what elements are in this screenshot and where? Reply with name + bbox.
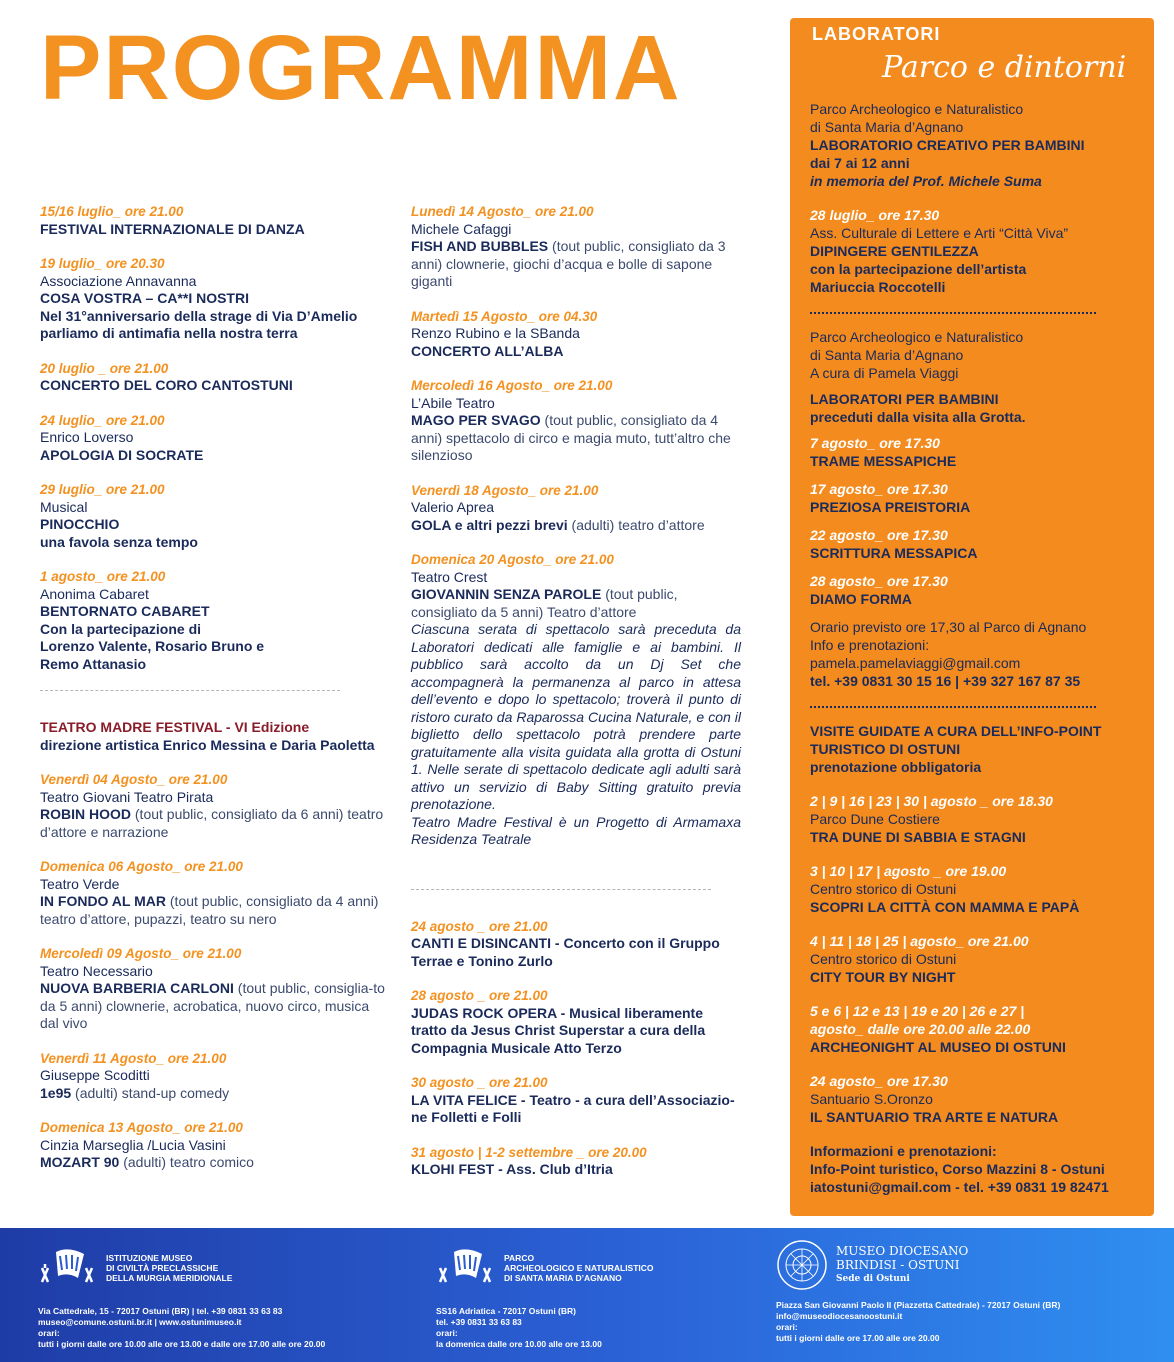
venue-line: Parco Archeologico e Naturalistico bbox=[810, 329, 1024, 345]
event-description bbox=[411, 586, 741, 621]
event-date: 22 agosto_ ore 17.30 bbox=[810, 527, 948, 543]
diocesano-name: BRINDISI - OSTUNI bbox=[836, 1258, 960, 1272]
info-phone: tel. +39 0831 30 15 16 | +39 327 167 87 35 bbox=[810, 673, 1081, 689]
event-description bbox=[411, 1092, 741, 1127]
event-date: 28 luglio_ ore 17.30 bbox=[810, 207, 940, 223]
program-event bbox=[411, 1074, 741, 1127]
visits-title: TURISTICO DI OSTUNI bbox=[810, 741, 961, 757]
laboratori-title: LABORATORI bbox=[812, 24, 941, 44]
program-event bbox=[411, 203, 741, 291]
event-detail: Mariuccia Roccotelli bbox=[810, 279, 946, 295]
contact-line: Informazioni e prenotazioni: bbox=[810, 1143, 997, 1159]
event-performer: Associazione Annavanna bbox=[40, 272, 197, 289]
event-date: 2 | 9 | 16 | 23 | 30 | agosto _ ore 18.30 bbox=[810, 793, 1053, 809]
visits-heading bbox=[810, 722, 1140, 776]
event-title: Remo Attanasio bbox=[40, 655, 147, 672]
event-title: FESTIVAL INTERNAZIONALE DI DANZA bbox=[40, 220, 305, 237]
program-event bbox=[40, 771, 390, 841]
event-date: 30 agosto _ ore 21.00 bbox=[411, 1075, 548, 1090]
event-title: 1e95 bbox=[40, 1084, 72, 1101]
parco-name: DI SANTA MARIA D’AGNANO bbox=[504, 1273, 622, 1283]
footer bbox=[0, 1228, 1174, 1362]
event-description bbox=[40, 1085, 390, 1103]
event-description bbox=[40, 893, 390, 928]
program-event bbox=[40, 412, 390, 465]
diocesano-name: MUSEO DIOCESANO bbox=[836, 1244, 969, 1258]
event-detail: - Musical liberamente tratto da Jesus Christ Superstar a cura della Compagnia Musicale Atto Terzo bbox=[411, 1004, 706, 1056]
divider bbox=[411, 889, 711, 890]
event-date: Lunedì 14 Agosto_ ore 21.00 bbox=[411, 204, 594, 219]
program-event bbox=[40, 568, 390, 673]
event-title: SCRITTURA MESSAPICA bbox=[810, 545, 978, 561]
lab-name: LABORATORI PER BAMBINI bbox=[810, 391, 999, 407]
event-description bbox=[40, 980, 390, 1033]
event-description bbox=[411, 412, 741, 465]
event-date: 3 | 10 | 17 | agosto _ ore 19.00 bbox=[810, 863, 1007, 879]
event-description bbox=[411, 517, 741, 535]
parco-name: PARCO bbox=[504, 1253, 535, 1263]
program-event bbox=[411, 308, 741, 361]
lab-date-item bbox=[810, 572, 1140, 608]
event-title: CONCERTO DEL CORO CANTOSTUNI bbox=[40, 377, 293, 393]
event-title: FISH AND BUBBLES bbox=[411, 238, 549, 254]
museo-address: Via Cattedrale, 15 - 72017 Ostuni (BR) | tel. +39 0831 33 63 83 bbox=[38, 1306, 283, 1316]
laboratori-subtitle: Parco e dintorni bbox=[882, 50, 1127, 85]
event-date: 28 agosto _ ore 21.00 bbox=[411, 988, 548, 1003]
venue-line: A cura di Pamela Viaggi bbox=[810, 365, 959, 381]
event-date: 24 agosto_ ore 17.30 bbox=[810, 1073, 948, 1089]
event-date: Domenica 20 Agosto_ ore 21.00 bbox=[411, 552, 614, 567]
divider bbox=[810, 706, 1096, 708]
program-event bbox=[411, 482, 741, 535]
event-performer: Teatro Crest bbox=[411, 568, 488, 585]
visit-item bbox=[810, 932, 1140, 986]
event-title: IN FONDO AL MAR bbox=[40, 893, 166, 909]
event-title: SCOPRI LA CITTÀ CON MAMMA E PAPÀ bbox=[810, 899, 1080, 915]
lab-detail: preceduti dalla visita alla Grotta. bbox=[810, 409, 1026, 425]
event-title: ARCHEONIGHT AL MUSEO DI OSTUNI bbox=[810, 1039, 1066, 1055]
event-title: Nel 31°anniversario della strage di Via D’Amelio parliamo di antimafia nella nostra terra bbox=[40, 307, 358, 341]
event-title: JUDAS ROCK OPERA bbox=[411, 1004, 557, 1021]
event-date: Venerdì 04 Agosto_ ore 21.00 bbox=[40, 772, 228, 787]
event-performer: Enrico Loverso bbox=[40, 429, 134, 445]
museo-name: DI CIVILTÀ PRECLASSICHE bbox=[106, 1263, 219, 1273]
laboratori-content bbox=[810, 100, 1140, 1196]
event-organizer: Ass. Culturale di Lettere e Arti “Città Viva” bbox=[810, 225, 1069, 241]
program-event bbox=[40, 360, 390, 395]
event-title: LA VITA FELICE bbox=[411, 1091, 518, 1108]
event-title: GOLA e altri pezzi brevi bbox=[411, 516, 568, 533]
event-performer: L’Abile Teatro bbox=[411, 394, 495, 411]
event-title: TRAME MESSAPICHE bbox=[810, 453, 957, 469]
program-event bbox=[40, 1119, 390, 1172]
event-place: Centro storico di Ostuni bbox=[810, 881, 957, 897]
event-detail: (tout public, consigliato da 5 anni) Teatro d’attore bbox=[411, 586, 678, 620]
event-date: Venerdì 11 Agosto_ ore 21.00 bbox=[40, 1050, 227, 1066]
museo-hours: tutti i giorni dalle ore 10.00 alle ore 13.00 e dalle ore 17.00 alle ore 20.00 bbox=[38, 1339, 326, 1349]
lab-info bbox=[810, 618, 1140, 690]
event-place: Parco Dune Costiere bbox=[810, 811, 940, 827]
event-title: IL SANTUARIO TRA ARTE E NATURA bbox=[810, 1109, 1059, 1125]
event-date: 20 luglio _ ore 21.00 bbox=[40, 360, 169, 376]
event-title: DIAMO FORMA bbox=[810, 591, 912, 607]
info-line: Info e prenotazioni: bbox=[810, 637, 930, 653]
event-title: CONCERTO ALL’ALBA bbox=[411, 342, 564, 359]
venue-line: di Santa Maria d’Agnano bbox=[810, 119, 964, 135]
footer-museo bbox=[38, 1246, 325, 1350]
diocesano-address: Piazza San Giovanni Paolo II (Piazzetta Cattedrale) - 72017 Ostuni (BR) bbox=[776, 1300, 1061, 1310]
lab-dedication: in memoria del Prof. Michele Suma bbox=[810, 173, 1042, 189]
visits-note: prenotazione obbligatoria bbox=[810, 759, 982, 775]
event-date: agosto_ dalle ore 20.00 alle 22.00 bbox=[810, 1021, 1031, 1037]
program-event bbox=[411, 987, 741, 1057]
page-title: PROGRAMMA bbox=[40, 17, 682, 119]
venue-line: di Santa Maria d’Agnano bbox=[810, 347, 964, 363]
festival-title: TEATRO MADRE FESTIVAL - VI Edizione bbox=[40, 719, 310, 735]
program-event bbox=[40, 481, 390, 551]
event-description bbox=[40, 806, 390, 841]
lab-section-2-title bbox=[810, 390, 1140, 426]
event-detail: - Concerto con il Gruppo Terrae e Tonino Zurlo bbox=[411, 935, 720, 969]
museo-name: ISTITUZIONE MUSEO bbox=[106, 1253, 193, 1263]
program-event bbox=[40, 1050, 390, 1103]
event-date: 24 luglio_ ore 21.00 bbox=[40, 412, 165, 428]
event-detail: (tout public, consigliato da 4 anni) teatro d’attore, pupazzi, teatro su nero bbox=[40, 893, 379, 927]
archeonight bbox=[810, 1002, 1140, 1056]
santuario-event bbox=[810, 1072, 1140, 1126]
event-performer: Teatro Necessario bbox=[40, 962, 153, 979]
contact-info bbox=[810, 1142, 1140, 1196]
info-line: Orario previsto ore 17,30 al Parco di Agnano bbox=[810, 619, 1087, 635]
event-title: MOZART 90 bbox=[40, 1154, 120, 1170]
program-event bbox=[40, 255, 390, 343]
event-title: DIPINGERE GENTILEZZA bbox=[810, 243, 979, 259]
divider bbox=[40, 690, 340, 691]
event-performer: Musical bbox=[40, 498, 88, 515]
event-date: 19 luglio_ ore 20.30 bbox=[40, 256, 165, 271]
event-detail: (adulti) teatro comico bbox=[119, 1154, 254, 1170]
event-performer: Renzo Rubino e la SBanda bbox=[411, 325, 580, 341]
footer-parco bbox=[436, 1246, 654, 1350]
event-date: 15/16 luglio_ ore 21.00 bbox=[40, 204, 184, 219]
event-title: BENTORNATO CABARET bbox=[40, 603, 210, 619]
festival-note-producer: Teatro Madre Festival è un Progetto di Armamaxa Residenza Teatrale bbox=[411, 813, 741, 847]
lab-section-2 bbox=[810, 328, 1140, 382]
lab-age: dai 7 ai 12 anni bbox=[810, 155, 910, 171]
event-detail: (adulti) stand-up comedy bbox=[71, 1084, 230, 1101]
event-title: COSA VOSTRA – CA**I NOSTRI bbox=[40, 290, 249, 306]
event-date: Domenica 13 Agosto_ ore 21.00 bbox=[40, 1120, 243, 1135]
event-title: TRA DUNE DI SABBIA E STAGNI bbox=[810, 829, 1026, 845]
event-detail: (tout public, consigliato da 6 anni) teatro d’attore e narrazione bbox=[40, 806, 384, 840]
lab-name: LABORATORIO CREATIVO PER BAMBINI bbox=[810, 137, 1085, 153]
visits-title: VISITE GUIDATE A CURA DELL’INFO-POINT bbox=[810, 723, 1102, 739]
event-date: 17 agosto_ ore 17.30 bbox=[810, 481, 948, 497]
event-title: KLOHI FEST bbox=[411, 1161, 495, 1177]
event-place: Centro storico di Ostuni bbox=[810, 951, 957, 967]
museo-logo-icon bbox=[38, 1248, 98, 1288]
event-date: Martedì 15 Agosto_ ore 04.30 bbox=[411, 308, 598, 324]
event-detail: con la partecipazione dell’artista bbox=[810, 261, 1027, 277]
program-event bbox=[40, 945, 390, 1033]
event-title: PREZIOSA PREISTORIA bbox=[810, 499, 971, 515]
parco-address: SS16 Adriatica - 72017 Ostuni (BR) bbox=[436, 1306, 576, 1316]
event-performer: Michele Cafaggi bbox=[411, 220, 512, 237]
parco-logo bbox=[436, 1246, 654, 1290]
laboratori-panel bbox=[790, 18, 1154, 1216]
event-performer: Cinzia Marseglia /Lucia Vasini bbox=[40, 1136, 226, 1153]
diocesano-email: info@museodiocesanoostuni.it bbox=[776, 1311, 903, 1321]
parco-phone: tel. +39 0831 33 63 83 bbox=[436, 1317, 522, 1327]
event-description bbox=[411, 935, 741, 970]
event-title: una favola senza tempo bbox=[40, 533, 198, 550]
event-detail: (tout public, consiglia-to da 5 anni) clownerie, acrobatica, nuovo circo, musica dal vivo bbox=[40, 980, 385, 1031]
event-date: Mercoledì 09 Agosto_ ore 21.00 bbox=[40, 946, 242, 961]
parco-name: ARCHEOLOGICO E NATURALISTICO bbox=[504, 1263, 654, 1273]
program-column-2 bbox=[411, 203, 741, 1196]
museo-logo bbox=[38, 1246, 325, 1290]
event-date: 7 agosto_ ore 17.30 bbox=[810, 435, 940, 451]
event-description bbox=[411, 238, 741, 291]
event-detail: (tout public, consigliato da 4 anni) spettacolo di circo e magia muto, tutt’altro che silenzioso bbox=[411, 412, 731, 463]
lab-date-item bbox=[810, 434, 1140, 470]
event-title: Lorenzo Valente, Rosario Bruno e bbox=[40, 638, 265, 654]
parco-logo-icon bbox=[436, 1248, 496, 1288]
event-date: 5 e 6 | 12 e 13 | 19 e 20 | 26 e 27 | bbox=[810, 1003, 1025, 1019]
event-date: Domenica 06 Agosto_ ore 21.00 bbox=[40, 859, 243, 874]
event-performer: Anonima Cabaret bbox=[40, 585, 149, 602]
event-description bbox=[411, 1161, 741, 1179]
museo-contact: museo@comune.ostuni.br.it | www.ostunimuseo.it bbox=[38, 1317, 242, 1327]
festival-note: Ciascuna serata di spettacolo sarà preceduta da Laboratori dedicati alle famiglie e ai bambini. Il pubblico sarà accolto da un Dj Set che accompagnerà la permanenza al parco in attesa dell’evento e dopo lo spettacolo; troverà il punto di ristoro curato da Raparossa Cucina Naturale, e con il biglietto dello spettacolo potrà prendere parte gratuitamente alla visita guidata alla grotta di Ostuni 1. Nelle serate di spettacolo dedicate agli adulti sarà attivo un servizio di Baby Sitting gratuito previa prenotazione. bbox=[411, 621, 741, 812]
event-place: Santuario S.Oronzo bbox=[810, 1091, 933, 1107]
event-title: GIOVANNIN SENZA PAROLE bbox=[411, 586, 602, 602]
program-event bbox=[411, 918, 741, 971]
museo-hours-label: orari: bbox=[38, 1328, 60, 1338]
event-performer: Giuseppe Scoditti bbox=[40, 1067, 150, 1083]
diocesano-seat: Sede di Ostuni bbox=[836, 1274, 910, 1284]
program-event bbox=[411, 551, 741, 621]
event-title: Con la partecipazione di bbox=[40, 620, 202, 637]
program-event bbox=[40, 858, 390, 928]
event-detail: (tout public, consigliato da 3 anni) clownerie, giochi d’acqua e bolle di sapone giganti bbox=[411, 238, 726, 289]
event-date: 1 agosto_ ore 21.00 bbox=[40, 569, 166, 584]
contact-line: iatostuni@gmail.com - tel. +39 0831 19 82471 bbox=[810, 1179, 1109, 1195]
event-description bbox=[411, 343, 741, 361]
visit-item bbox=[810, 792, 1140, 846]
diocesano-hours-label: orari: bbox=[776, 1322, 798, 1332]
program-event bbox=[40, 203, 390, 238]
divider bbox=[810, 312, 1096, 314]
program-event bbox=[411, 377, 741, 465]
footer-diocesano bbox=[776, 1240, 1060, 1344]
info-email: pamela.pamelaviaggi@gmail.com bbox=[810, 655, 1021, 671]
laboratori-intro bbox=[810, 100, 1140, 190]
event-date: 28 agosto_ ore 17.30 bbox=[810, 573, 948, 589]
event-performer: Teatro Verde bbox=[40, 875, 120, 892]
diocesano-logo bbox=[776, 1240, 1060, 1290]
parco-hours-label: orari: bbox=[436, 1328, 458, 1338]
program-column-1 bbox=[40, 203, 390, 1189]
lab-date-item bbox=[810, 480, 1140, 516]
event-performer: Valerio Aprea bbox=[411, 499, 495, 515]
event-title: APOLOGIA DI SOCRATE bbox=[40, 446, 204, 463]
program-event bbox=[411, 1144, 741, 1179]
event-title: CITY TOUR BY NIGHT bbox=[810, 969, 956, 985]
event-date: 24 agosto _ ore 21.00 bbox=[411, 918, 548, 934]
event-detail: - Ass. Club d’Itria bbox=[494, 1161, 613, 1177]
parco-hours: la domenica dalle ore 10.00 alle ore 13.00 bbox=[436, 1339, 602, 1349]
event-title: NUOVA BARBERIA CARLONI bbox=[40, 980, 234, 996]
event-date: 4 | 11 | 18 | 25 | agosto_ ore 21.00 bbox=[810, 933, 1029, 949]
venue-line: Parco Archeologico e Naturalistico bbox=[810, 101, 1024, 117]
event-date: Mercoledì 16 Agosto_ ore 21.00 bbox=[411, 378, 613, 393]
diocesano-hours: tutti i giorni dalle ore 17.00 alle ore 20.00 bbox=[776, 1333, 940, 1343]
event-title: PINOCCHIO bbox=[40, 516, 120, 532]
diocesano-seal-icon bbox=[776, 1239, 828, 1291]
event-title: ROBIN HOOD bbox=[40, 806, 131, 822]
museo-name: DELLA MURGIA MERIDIONALE bbox=[106, 1273, 233, 1283]
event-description bbox=[411, 1005, 741, 1058]
event-date: 29 luglio_ ore 21.00 bbox=[40, 482, 165, 497]
event-detail: (adulti) teatro d’attore bbox=[567, 516, 705, 533]
event-date: 31 agosto | 1-2 settembre _ ore 20.00 bbox=[411, 1144, 647, 1160]
event-title: CANTI E DISINCANTI bbox=[411, 935, 551, 951]
festival-direction: direzione artistica Enrico Messina e Daria Paoletta bbox=[40, 736, 375, 753]
event-date: Venerdì 18 Agosto_ ore 21.00 bbox=[411, 482, 599, 498]
visit-item bbox=[810, 862, 1140, 916]
event-detail: - Teatro - a cura dell’Associazio-ne Folletti e Folli bbox=[411, 1091, 735, 1125]
event-title: MAGO PER SVAGO bbox=[411, 412, 541, 428]
lab-event bbox=[810, 206, 1140, 296]
event-performer: Teatro Giovani Teatro Pirata bbox=[40, 788, 214, 805]
lab-date-item bbox=[810, 526, 1140, 562]
event-description bbox=[40, 1154, 390, 1172]
contact-line: Info-Point turistico, Corso Mazzini 8 - Ostuni bbox=[810, 1161, 1105, 1177]
